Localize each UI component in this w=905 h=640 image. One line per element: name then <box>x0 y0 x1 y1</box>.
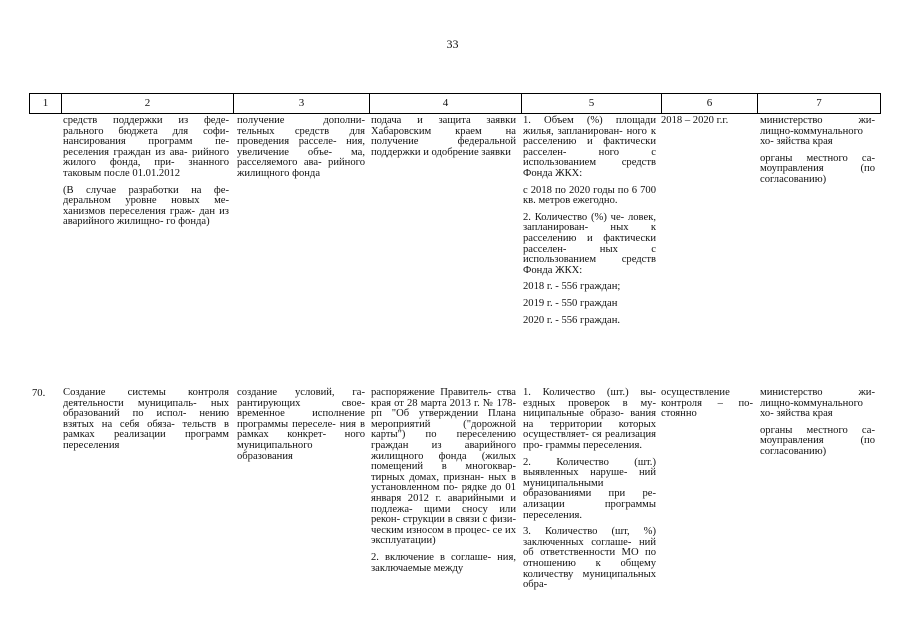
row-70-col-3 <box>237 388 365 468</box>
cont-col-5-item-2: с 2018 по 2020 годы по 6 700 кв. метров ежегодно. <box>523 184 656 207</box>
row-70-col-7-local-gov: органы местного са- моуправления (по согласованию) <box>760 424 875 457</box>
header-col-6: 6 <box>662 94 758 113</box>
cont-col-4 <box>371 116 516 164</box>
row-70-number: 70. <box>32 388 46 399</box>
cont-col-7-ministry: министерство жи- лищно-коммунального хо- зяйства края <box>760 115 875 148</box>
header-col-2: 2 <box>62 94 234 113</box>
page-number: 33 <box>446 37 459 51</box>
row-70-col-5-item-2: 2. Количество (шт.) выявленных наруше- ний муниципальными образованиями при ре- ализации программы переселения. <box>523 456 656 521</box>
row-70-col-7 <box>760 388 875 464</box>
header-col-4: 4 <box>370 94 522 113</box>
cont-col-7-local-gov: органы местного са- моуправления (по согласованию) <box>760 152 875 185</box>
cont-col-6 <box>661 116 753 133</box>
row-70-col-6 <box>661 388 753 426</box>
row-70-col-6-text: осуществление контроля – по- стоянно <box>661 387 753 420</box>
row-70-col-5-item-3: 3. Количество (шт, %) заключенных соглаше- ний об ответственности МО по отношению к общему количеству муниципальных обра- <box>523 526 656 591</box>
row-70-col-5 <box>523 388 656 597</box>
cont-col-3-text: получение дополни- тельных средств для проведения расселе- ния, увеличение объе- ма, расселяемого ава- рийного жилищного фонда <box>237 115 365 179</box>
cont-col-3 <box>237 116 365 186</box>
row-70-col-7-ministry: министерство жи- лищно-коммунального хо- зяйства края <box>760 387 875 420</box>
row-70-col-2 <box>63 388 229 458</box>
cont-col-5-item-3: 2. Количество (%) че- ловек, запланирован- ных к расселению и фактически расселен- ных с использованием средств Фонда ЖКХ: <box>523 211 656 276</box>
cont-col-7 <box>760 116 875 192</box>
cont-col-2-note: (В случае разработки на фе- деральном уровне новых ме- ханизмов переселения граж- дан из аварийного жилищно- го фонда) <box>63 184 229 228</box>
row-70-col-4-item-2: 2. включение в соглаше- ния, заключаемые между <box>371 551 516 574</box>
row-70-col-5-item-1: 1. Количество (шт.) вы- ездных проверок в му- ниципальные образо- вания на территории которых осуществляет- ся реализация про- граммы переселения. <box>523 387 656 451</box>
row-70-col-3-text: создание условий, га- рантирующих свое- временное исполнение программы переселе- ния в рамках конкрет- ного муниципального образования <box>237 387 365 462</box>
header-col-1: 1 <box>30 94 62 113</box>
cont-col-5-item-1: 1. Объем (%) площади жилья, запланирован- ного к расселению и фактически расселен- ного с использованием средств Фонда ЖКХ: <box>523 115 656 179</box>
cont-col-5 <box>523 116 656 332</box>
header-col-5: 5 <box>522 94 662 113</box>
cont-col-6-text: 2018 – 2020 г.г. <box>661 115 729 126</box>
row-70-col-2-text: Создание системы контроля деятельности муниципаль- ных образований по испол- нению взятых на себя обяза- тельств в рамках реализации программ переселения <box>63 387 229 451</box>
table-header <box>29 93 881 114</box>
cont-col-5-item-6: 2020 г. - 556 граждан. <box>523 314 621 326</box>
cont-col-5-item-4: 2018 г. - 556 граждан; <box>523 281 621 293</box>
cont-col-2-text: средств поддержки из феде- рального бюджета для софи- нансирования программ пе- реселения граждан из ава- рийного жилого фонда, при- знанного таковым после 01.01.2012 <box>63 115 229 179</box>
header-col-3: 3 <box>234 94 370 113</box>
cont-col-5-item-5: 2019 г. - 550 граждан <box>523 297 618 309</box>
header-col-7: 7 <box>816 97 822 109</box>
cont-col-4-text: подача и защита заявки Хабаровским краем на получение федеральной поддержки и одобрение заявки <box>371 115 516 158</box>
cont-col-2 <box>63 116 229 234</box>
row-70-col-4 <box>371 388 516 580</box>
row-70-col-4-item-1: распоряжение Правитель- ства края от 28 марта 2013 г. № 178-рп "Об утверждении Плана мероприятий ("дорожной карты") по переселению граждан из аварийного жилищного фонда (жилых помещений в многоквар- тирных домах, признан- ных в установленном по- рядке до 01 января 2012 г. аварийными и подлежа- щими сносу или рекон- струкции в связи с физи- ческим износом в процес- се их эксплуатации) <box>371 387 516 547</box>
